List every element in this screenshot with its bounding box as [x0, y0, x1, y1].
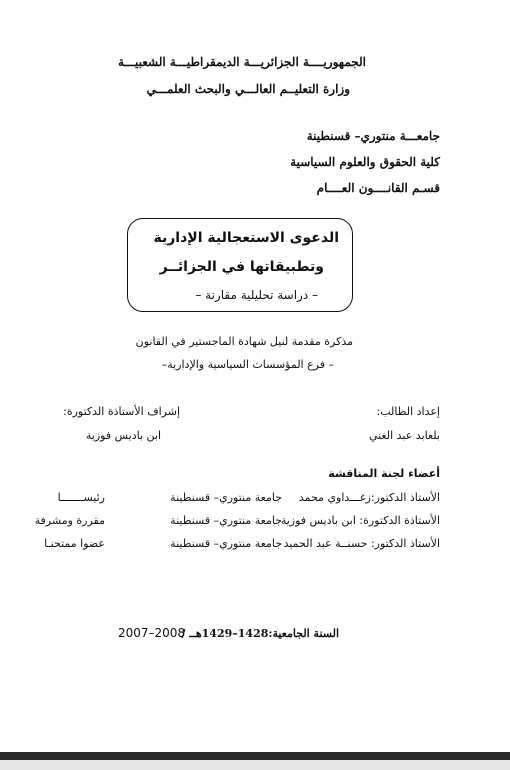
supervisor-label: إشراف الأستاذة الدكتورة: [63, 405, 180, 418]
republic-name: الجمهوريــــة الجزائريـــة الديمقراطيـــة الشعبيـــة [118, 55, 366, 69]
supervisor-name: ابن باديس فوزية [85, 429, 161, 442]
thesis-title-line1: الدعوى الاستعجالية الإدارية [153, 230, 339, 246]
academic-year-label: السنة الجامعية:1428–1429هــ / [181, 627, 339, 640]
member-role: مقررة ومشرفة [34, 514, 105, 527]
faculty-name: كلية الحقوق والعلوم السياسية [290, 155, 440, 169]
prepared-by-label: إعداد الطالب: [376, 405, 440, 418]
thesis-title-line2: وتطبيقاتها في الجزائــر [159, 259, 324, 275]
university-name: جامعـــة منتوري– قسنطينة [306, 129, 440, 143]
department-name: قسـم القانــــون العــــام [316, 181, 440, 195]
member-role: رئيســـــــا [57, 491, 105, 504]
bottom-edge-bar [0, 752, 510, 760]
member-university: جامعة منتوري– قسنطينة [170, 491, 282, 504]
bottom-edge-shadow [0, 760, 510, 770]
member-university: جامعة منتوري– قسنطينة [170, 537, 282, 550]
member-role: عضوا ممتحنـا [44, 537, 105, 550]
member-name: الأستاذ الدكتور: حسنــة عبد الحميد [283, 537, 440, 550]
member-name: الأستاذة الدكتورة: ابن باديس فوزية [280, 514, 440, 527]
thesis-purpose: مذكرة مقدمة لنيل شهادة الماجستير في القانون [135, 335, 353, 348]
academic-year-value: 2007–2008 [118, 626, 186, 640]
member-name: الأستاذ الدكتور:زغـــداوي محمد [298, 491, 440, 504]
student-name: بلعابد عبد الغني [368, 429, 440, 442]
thesis-branch: – فرع المؤسسات السياسية والإدارية– [161, 358, 334, 371]
member-university: جامعة منتوري– قسنطينة [170, 514, 282, 527]
ministry-name: وزارة التعليــم العالـــي والبحث العلمـــي [146, 82, 350, 96]
committee-heading: أعضاء لجنة المناقشة [328, 467, 440, 480]
thesis-subtitle: – دراسة تحليلية مقارنة – [195, 288, 318, 302]
